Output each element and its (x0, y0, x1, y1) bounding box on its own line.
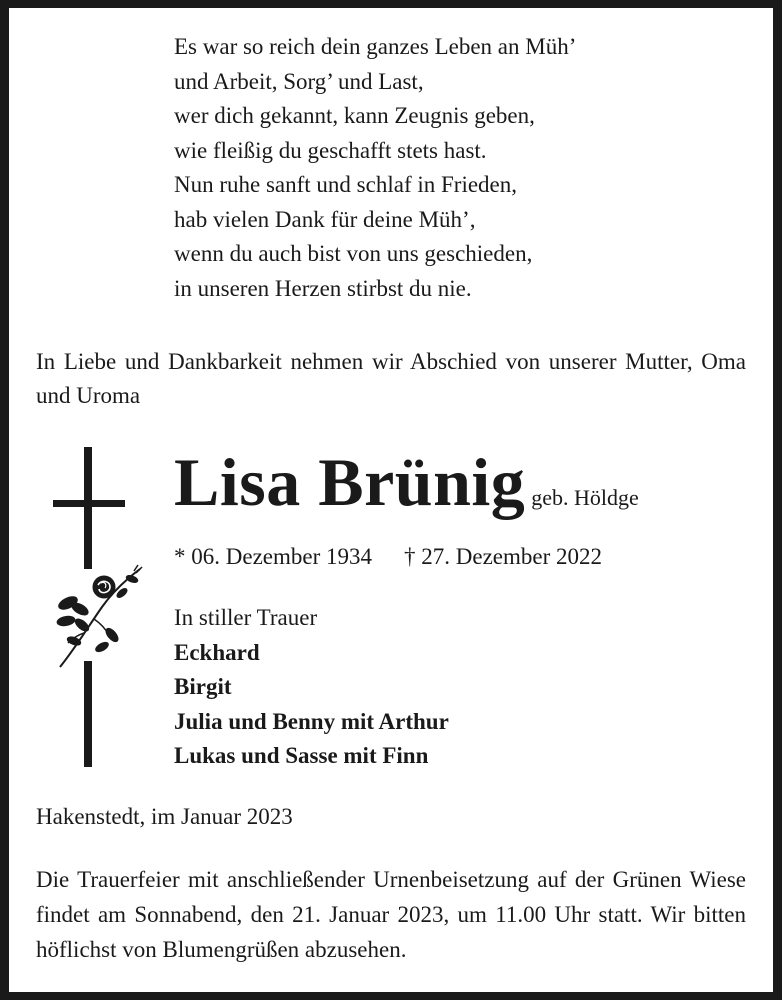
mourner-name: Lukas und Sasse mit Finn (174, 743, 429, 768)
rose-icon (54, 563, 144, 671)
deceased-name-line (174, 442, 639, 522)
funeral-details: Die Trauerfeier mit anschließender Urnenbeisetzung auf der Grünen Wiese findet am Sonnabend, den 21. Januar 2023, um 11.00 Uhr statt. Wir bitten höflichst von Blumengrüßen abzusehen. (36, 867, 746, 962)
mourner-name: Birgit (174, 674, 232, 699)
cross-lower-beam (84, 661, 92, 767)
poem-line: Nun ruhe sanft und schlaf in Frieden, (174, 172, 518, 197)
deceased-name: Lisa Brünig (174, 444, 526, 520)
poem (174, 30, 576, 306)
death-date: † 27. Dezember 2022 (404, 544, 602, 569)
life-dates (174, 540, 602, 574)
farewell-intro: In Liebe und Dankbarkeit nehmen wir Abschied von unserer Mutter, Oma und Uroma (36, 349, 746, 408)
cross-upper-beam (84, 447, 92, 569)
poem-line: und Arbeit, Sorg’ und Last, (174, 68, 424, 94)
mourner-name: Eckhard (174, 639, 260, 665)
maiden-name: geb. Höldge (531, 485, 639, 510)
poem-line: wie fleißig du geschafft stets hast. (174, 137, 487, 163)
poem-line: wer dich gekannt, kann Zeugnis geben, (174, 103, 535, 128)
poem-line: Es war so reich dein ganzes Leben an Müh’ (174, 34, 577, 59)
poem-line: in unseren Herzen stirbst du nie. (174, 275, 472, 301)
place-and-date: Hakenstedt, im Januar 2023 (36, 804, 293, 829)
mourners-list (174, 601, 449, 774)
cross-crossbar (53, 500, 125, 507)
birth-date: * 06. Dezember 1934 (174, 544, 372, 569)
poem-line: hab vielen Dank für deine Müh’, (174, 206, 476, 232)
mourning-heading: In stiller Trauer (174, 605, 318, 630)
mourner-name: Julia und Benny mit Arthur (174, 708, 449, 734)
poem-line: wenn du auch bist von uns geschieden, (174, 241, 533, 266)
